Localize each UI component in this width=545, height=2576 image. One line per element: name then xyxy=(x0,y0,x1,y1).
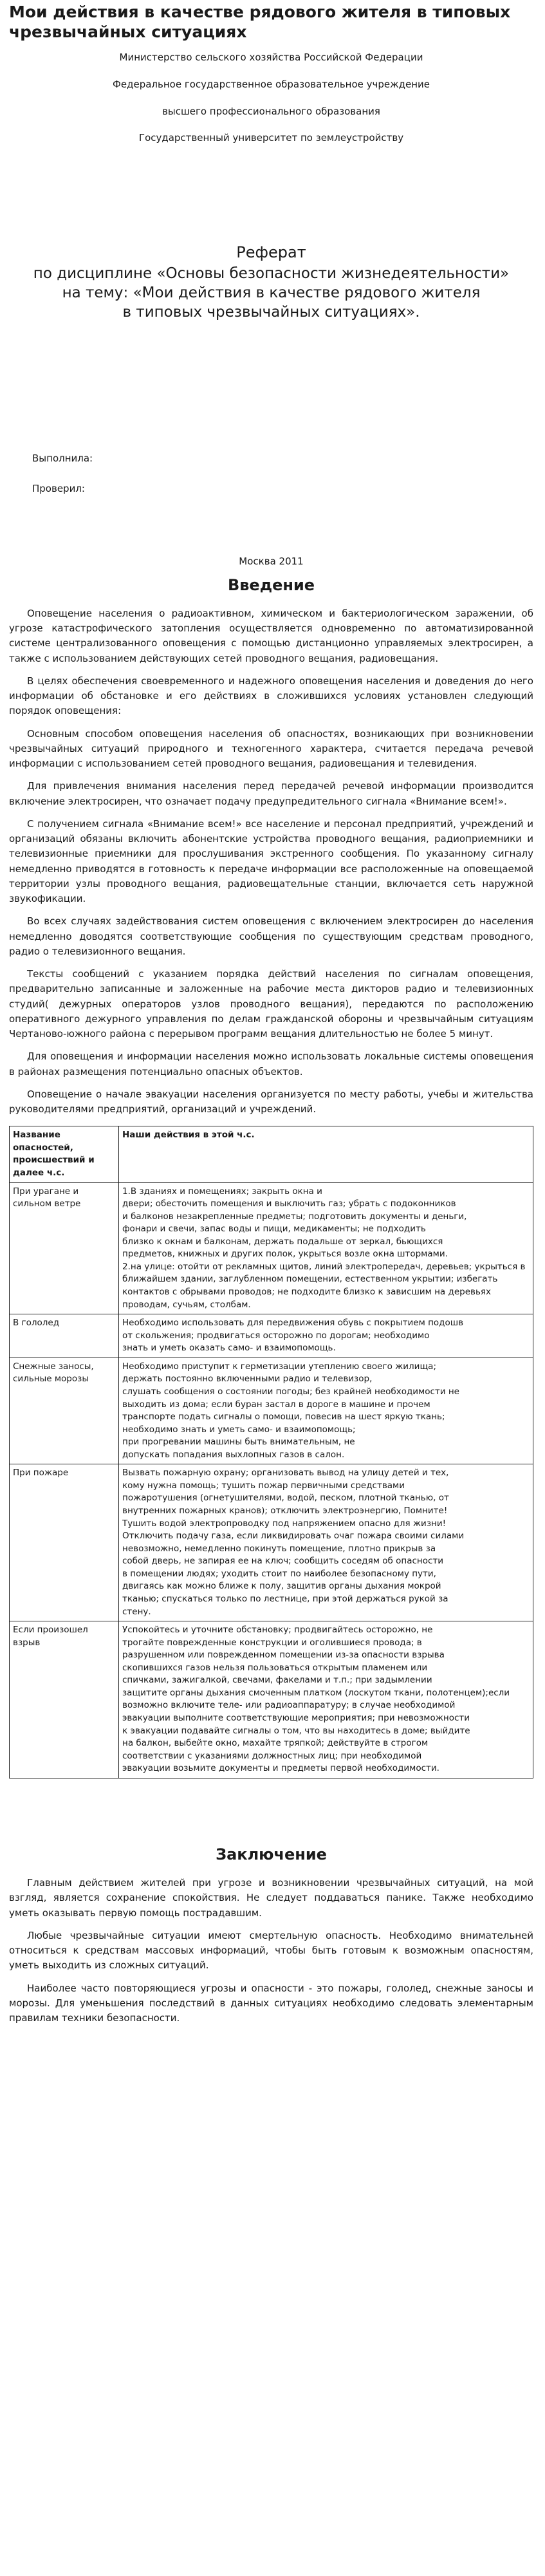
emergency-actions-table xyxy=(9,1126,533,1778)
title-page-header xyxy=(9,51,533,145)
action-text-line: слушать сообщения о состоянии погоды; без крайней необходимости не xyxy=(122,1386,459,1397)
action-text-line: возможно включите теле- или радиоаппаратуру; в случае необходимой xyxy=(122,1700,456,1711)
action-text-line: в помещении людях; уходить стоит по наиболее безопасному пути, xyxy=(122,1568,436,1579)
action-text-line: держать постоянно включенными радио и телевизор, xyxy=(122,1374,373,1385)
intro-paragraph: Для оповещения и информации населения можно использовать локальные системы оповещения в районах размещения потенциально опасных объектов. xyxy=(9,1050,533,1078)
action-text-line: 1.В зданиях и помещениях; закрыть окна и xyxy=(122,1186,322,1197)
action-text-line: фонари и свечи, запас воды и пищи, медикаменты; не подходить xyxy=(122,1224,426,1235)
actions-cell xyxy=(119,1464,533,1621)
action-text-line: эвакуации выполните соответствующие мероприятия; при невозможности xyxy=(122,1713,470,1724)
action-text-line: стену. xyxy=(122,1606,151,1617)
action-text-line: эвакуации возьмите документы и предметы первой необходимости. xyxy=(122,1763,439,1774)
action-text-line: Вызвать пожарную охрану; организовать вывод на улицу детей и тех, xyxy=(122,1468,449,1479)
action-text-line: 2.на улице: отойти от рекламных щитов, линий электропередач, деревьев; укрыться в ближайшем здании, заглубленном помещении, естественном укрытии; избегать контактов с обрывами проводов; не подходите близко к зависшим на деревьях проводам, сучьям, столбам. xyxy=(122,1261,526,1310)
action-text-line: Необходимо использовать для передвижения обувь с покрытием подошв xyxy=(122,1318,464,1329)
signature-block xyxy=(9,451,533,497)
intro-paragraph: Оповещение населения о радиоактивном, химическом и бактериологическом заражении, об угрозе катастрофического затопления осуществляется одновременно по автоматизированной системе централизованного оповещения с помощью дистанционно управляемых электросирен, а также с использованием действующих сетей проводного вещания, радиовещания. xyxy=(9,607,533,664)
table-row xyxy=(10,1314,533,1358)
action-text-line: и балконов незакрепленные предметы; подготовить документы и деньги, xyxy=(122,1211,467,1222)
action-text-line: необходимо знать и уметь само- и взаимопомощь; xyxy=(122,1424,356,1435)
situation-cell: При урагане и сильном ветре xyxy=(10,1182,119,1314)
intro-paragraph: Во всех случаях задействования систем оповещения с включением электросирен до населения немедленно доводятся соответствующие сообщения по существующим средствам проводного, радио о телевизионного вещания. xyxy=(9,915,533,957)
action-text-line: кому нужна помощь; тушить пожар первичными средствами xyxy=(122,1480,405,1491)
action-text-line: на балкон, выбейте окно, махайте тряпкой; действуйте в строгом xyxy=(122,1738,429,1749)
intro-paragraph: Для привлечения внимания населения перед передачей речевой информации производится включение электросирен, что означает подачу предупредительного сигнала «Внимание всем!». xyxy=(9,780,533,807)
intro-paragraph: Оповещение о начале эвакуации населения организуется по месту работы, учебы и жительства руководителями предприятий, организаций и учреждений. xyxy=(9,1088,533,1115)
intro-paragraph: Основным способом оповещения населения об опасностях, возникающих при возникновении чрезвычайных ситуаций природного и техногенного характера, считается передача речевой информации с использованием сетей проводного вещания, радиовещания и телевидения. xyxy=(9,727,533,770)
table-row xyxy=(10,1182,533,1314)
action-text-line: собой дверь, не запирая ее на ключ; сообщить соседям об опасности xyxy=(122,1556,444,1567)
introduction-heading: Введение xyxy=(227,575,315,594)
action-text-line: Отключить подачу газа, если ликвидировать очаг пожара своими силами xyxy=(122,1531,465,1542)
action-text-line: внутренних пожарных кранов); отключить электроэнергию, Помните! xyxy=(122,1506,448,1517)
report-topic-line-1: на тему: «Мои действия в качестве рядового жителя xyxy=(62,285,481,302)
action-text-line: знать и уметь оказать само- и взаимопомощь. xyxy=(122,1343,336,1354)
situation-cell: Снежные заносы, сильные морозы xyxy=(10,1358,119,1464)
report-title-block xyxy=(9,241,533,322)
education-level-line: высшего профессионального образования xyxy=(162,105,380,117)
action-text-line: Успокойтесь и уточните обстановку; продвигайтесь осторожно, не xyxy=(122,1625,433,1636)
report-topic-line-2: в типовых чрезвычайных ситуациях». xyxy=(122,303,420,321)
city-year: Москва 2011 xyxy=(239,555,304,568)
action-text-line: соответствии с указаниями должностных лиц; при необходимой xyxy=(122,1750,422,1761)
conclusion-section xyxy=(9,1843,533,2026)
action-text-line: скопившихся газов нельзя пользоваться открытым пламенем или xyxy=(122,1662,428,1673)
action-text-line: предметов, книжных и других полок, укрыться возле окна штормами. xyxy=(122,1249,448,1260)
introduction-section xyxy=(9,574,533,1117)
action-text-line: Тушить водой электропроводку под напряжением опасно для жизни! xyxy=(122,1518,447,1529)
action-text-line: Необходимо приступит к герметизации утеплению своего жилища; xyxy=(122,1361,436,1372)
table-header-row xyxy=(10,1126,533,1182)
actions-cell xyxy=(119,1621,533,1778)
action-text-line: невозможно, немедленно покинуть помещение, плотно прикрыв за xyxy=(122,1543,436,1554)
action-text-line: выходить из дома; если буран застал в дороге в машине и прочем xyxy=(122,1399,430,1410)
action-text-line: разрушенном или поврежденном помещении из-за опасности взрыва xyxy=(122,1650,445,1661)
document-title: Мои действия в качестве рядового жителя в типовых чрезвычайных ситуациях xyxy=(9,3,511,41)
intro-paragraph: Тексты сообщений с указанием порядка действий населения по сигналам оповещения, предварительно записанные и заложенные на рабочие места дикторов радио и телевизионных студий( дежурных операторов узлов проводного вещания), передаются по расположению оперативного дежурного управления по делам гражданской обороны и чрезвычайным ситуациям Чертаново-южного района с перерывом программ вещания длительностью не более 5 минут. xyxy=(9,968,533,1040)
situation-cell: Если произошел взрыв xyxy=(10,1621,119,1778)
university-name-line: Государственный университет по землеустройству xyxy=(138,132,404,144)
conclusion-heading: Заключение xyxy=(216,1845,327,1863)
table-row xyxy=(10,1358,533,1464)
conclusion-paragraph: Главным действием жителей при угрозе и возникновении чрезвычайных ситуаций, на мой взгляд, является сохранение спокойствия. Не следует поддаваться панике. Также необходимо уметь оказывать первую помощь пострадавшим. xyxy=(9,1877,533,1919)
conclusion-paragraph: Наиболее часто повторяющиеся угрозы и опасности - это пожары, гололед, снежные заносы и морозы. Для уменьшения последствий в данных ситуациях необходимо следовать элементарным правилам техники безопасности. xyxy=(9,1982,533,2024)
action-text-line: двери; обесточить помещения и выключить газ; убрать с подоконников xyxy=(122,1199,456,1209)
action-text-line: к эвакуации подавайте сигналы о том, что вы находитесь в доме; выйдите xyxy=(122,1725,470,1736)
table-row xyxy=(10,1621,533,1778)
action-text-line: пожаротушения (огнетушителями, водой, песком, плотной тканью, от xyxy=(122,1493,449,1504)
conclusion-paragraph: Любые чрезвычайные ситуации имеют смертельную опасность. Необходимо внимательней относиться к средствам массовых информаций, чтобы быть готовым к возможным опасностям, уметь выходить из сложных ситуаций. xyxy=(9,1929,533,1972)
actions-cell xyxy=(119,1358,533,1464)
situation-cell: При пожаре xyxy=(10,1464,119,1621)
action-text-line: допускать попадания выхлопных газов в салон. xyxy=(122,1449,345,1460)
situation-column-header: Название опасностей, происшествий и далее ч.с. xyxy=(10,1126,119,1182)
actions-cell xyxy=(119,1182,533,1314)
action-text-line: транспорте подать сигналы о помощи, повесив на шест яркую ткань; xyxy=(122,1412,445,1423)
intro-paragraph: С получением сигнала «Внимание всем!» все население и персонал предприятий, учреждений и организаций обязаны включить абонентские устройства проводного вещания, радиоприемники и телевизионные приемники для прослушивания экстренного сообщения. По указанному сигналу немедленно приводятся в готовность к передаче информации все расположенные на оповещаемой территории узлы проводного вещания, радиовещательные станции, включается сеть наружной звукофикации. xyxy=(9,817,533,905)
action-text-line: близко к окнам и балконам, держать подальше от зеркал, бьющихся xyxy=(122,1236,443,1247)
action-text-line: при прогревании машины быть внимательным, не xyxy=(122,1437,355,1448)
action-text-line: трогайте поврежденные конструкции и оголившиеся провода; в xyxy=(122,1637,422,1648)
checked-by-label: Проверил: xyxy=(32,483,85,495)
action-text-line: двигаясь как можно ближе к полу, защитив органы дыхания мокрой xyxy=(122,1581,441,1592)
table-row xyxy=(10,1464,533,1621)
report-heading: Реферат xyxy=(236,243,306,261)
action-text-line: спичками, зажигалкой, свечами, факелами и т.п.; при задымлении xyxy=(122,1675,432,1686)
situation-cell: В гололед xyxy=(10,1314,119,1358)
actions-column-header: Наши действия в этой ч.с. xyxy=(119,1126,533,1182)
action-text-line: от скольжения; продвигаться осторожно по дорогам; необходимо xyxy=(122,1330,430,1341)
done-by-label: Выполнила: xyxy=(32,452,93,464)
action-text-line: защитите органы дыхания смоченным платком (лоскутом ткани, полотенцем);если xyxy=(122,1687,510,1698)
action-text-line: тканью; спускаться только по лестнице, при этой держаться рукой за xyxy=(122,1593,448,1604)
institution-type-line: Федеральное государственное образовательное учреждение xyxy=(112,78,430,90)
report-discipline: по дисциплине «Основы безопасности жизнедеятельности» xyxy=(33,265,510,283)
intro-paragraph: В целях обеспечения своевременного и надежного оповещения населения и доведения до него информации об обстановке и его действиях в сложившихся условиях установлен следующий порядок оповещения: xyxy=(9,675,533,717)
actions-cell xyxy=(119,1314,533,1358)
ministry-line: Министерство сельского хозяйства Российской Федерации xyxy=(119,51,423,63)
